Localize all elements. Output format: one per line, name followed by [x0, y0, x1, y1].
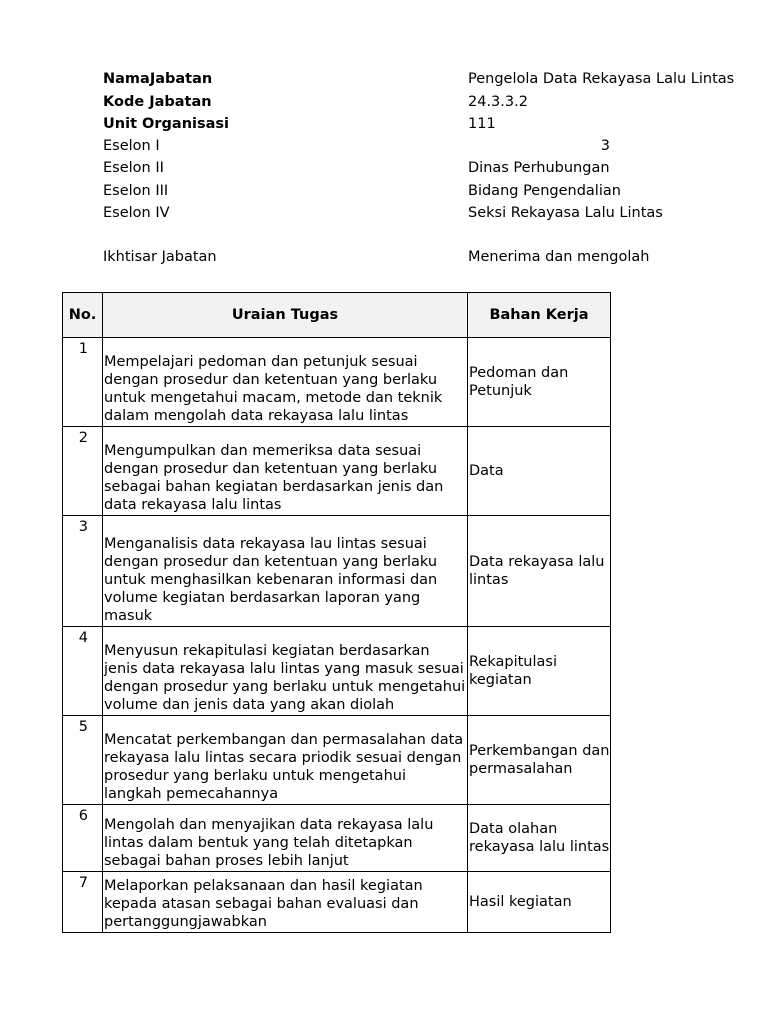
row-number: 6 — [63, 805, 103, 872]
info-row-ikhtisar-jabatan — [0, 249, 768, 269]
bahan-kerja-cell: Data olahan rekayasa lalu lintas — [468, 805, 611, 872]
row-number: 7 — [63, 872, 103, 933]
row-number: 2 — [63, 427, 103, 516]
table-row — [63, 872, 611, 933]
table-row — [63, 516, 611, 627]
nama-jabatan-label: NamaJabatan — [103, 71, 213, 87]
uraian-tugas-cell: Mencatat perkembangan dan permasalahan data rekayasa lalu lintas secara priodik sesuai dengan prosedur yang berlaku untuk mengetahui langkah pemecahannya — [103, 716, 468, 805]
unit-organisasi-label: Unit Organisasi — [103, 116, 229, 132]
duties-table — [62, 292, 611, 933]
eselon-3-value: Bidang Pengendalian — [468, 183, 621, 199]
table-row — [63, 716, 611, 805]
bahan-kerja-cell: Data rekayasa lalu lintas — [468, 516, 611, 627]
info-row-eselon-1 — [0, 138, 768, 158]
eselon-4-value: Seksi Rekayasa Lalu Lintas — [468, 205, 663, 221]
header-bahan-kerja: Bahan Kerja — [468, 293, 611, 338]
info-row-eselon-2 — [0, 160, 768, 180]
info-row-eselon-4 — [0, 205, 768, 225]
row-number: 1 — [63, 338, 103, 427]
info-row-unit-organisasi — [0, 116, 768, 136]
row-number: 5 — [63, 716, 103, 805]
uraian-tugas-cell: Mengumpulkan dan memeriksa data sesuai dengan prosedur dan ketentuan yang berlaku sebagai bahan kegiatan berdasarkan jenis dan data rekayasa lalu lintas — [103, 427, 468, 516]
eselon-2-value: Dinas Perhubungan — [468, 160, 610, 176]
row-number: 3 — [63, 516, 103, 627]
bahan-kerja-cell: Data — [468, 427, 611, 516]
uraian-tugas-cell: Melaporkan pelaksanaan dan hasil kegiatan kepada atasan sebagai bahan evaluasi dan pertanggungjawabkan — [103, 872, 468, 933]
row-number: 4 — [63, 627, 103, 716]
bahan-kerja-cell: Perkembangan dan permasalahan — [468, 716, 611, 805]
uraian-tugas-cell: Menganalisis data rekayasa lau lintas sesuai dengan prosedur dan ketentuan yang berlaku untuk menghasilkan kebenaran informasi dan volume kegiatan berdasarkan laporan yang masuk — [103, 516, 468, 627]
kode-jabatan-label: Kode Jabatan — [103, 94, 212, 110]
eselon-2-label: Eselon II — [103, 160, 164, 176]
uraian-tugas-cell: Mengolah dan menyajikan data rekayasa lalu lintas dalam bentuk yang telah ditetapkan sebagai bahan proses lebih lanjut — [103, 805, 468, 872]
bahan-kerja-cell: Pedoman dan Petunjuk — [468, 338, 611, 427]
nama-jabatan-value: Pengelola Data Rekayasa Lalu Lintas — [468, 71, 735, 87]
header-no: No. — [63, 293, 103, 338]
unit-organisasi-value: 111 — [468, 116, 496, 132]
kode-jabatan-value: 24.3.3.2 — [468, 94, 528, 110]
bahan-kerja-cell: Hasil kegiatan — [468, 872, 611, 933]
info-row-nama-jabatan — [0, 71, 768, 91]
table-row — [63, 627, 611, 716]
ikhtisar-jabatan-value: Menerima dan mengolah — [468, 249, 650, 265]
table-row — [63, 338, 611, 427]
eselon-3-label: Eselon III — [103, 183, 169, 199]
uraian-tugas-cell: Menyusun rekapitulasi kegiatan berdasarkan jenis data rekayasa lalu lintas yang masuk sesuai dengan prosedur yang berlaku untuk mengetahui volume dan jenis data yang akan diolah — [103, 627, 468, 716]
table-row — [63, 427, 611, 516]
table-header-row — [63, 293, 611, 338]
bahan-kerja-cell: Rekapitulasi kegiatan — [468, 627, 611, 716]
header-uraian-tugas: Uraian Tugas — [103, 293, 468, 338]
eselon-1-label: Eselon I — [103, 138, 160, 154]
uraian-tugas-cell: Mempelajari pedoman dan petunjuk sesuai dengan prosedur dan ketentuan yang berlaku untuk mengetahui macam, metode dan teknik dalam mengolah data rekayasa lalu lintas — [103, 338, 468, 427]
table-row — [63, 805, 611, 872]
info-row-eselon-3 — [0, 183, 768, 203]
eselon-4-label: Eselon IV — [103, 205, 170, 221]
info-row-kode-jabatan — [0, 94, 768, 114]
eselon-1-value: 3 — [600, 138, 610, 154]
ikhtisar-jabatan-label: Ikhtisar Jabatan — [103, 249, 217, 265]
